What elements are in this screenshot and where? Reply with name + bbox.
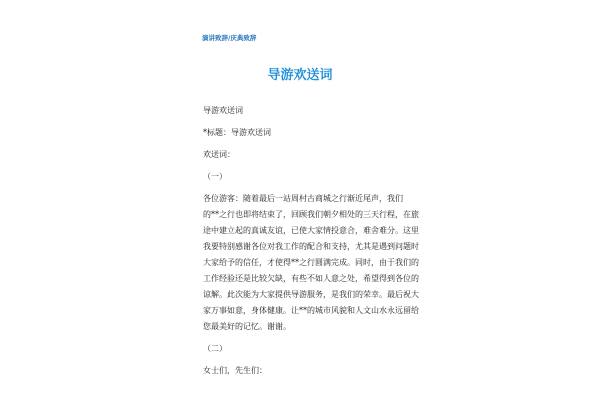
page-title: 导游欢送词	[267, 68, 333, 83]
breadcrumb[interactable]: 演讲致辞/庆典致辞	[202, 34, 257, 42]
paragraph-line: 您最美好的记忆。谢谢。	[203, 322, 291, 331]
paragraph-line: 工作经验还是比较欠缺，有些不如人意之处，希望得到各位的	[203, 274, 419, 283]
doc-line-heading: *标题：导游欢送词	[203, 128, 271, 137]
paragraph-line: 的**之行也即将结束了，回顾我们朝夕相处的三天行程，在旅	[203, 210, 419, 219]
doc-line-greeting: 女士们，先生们：	[203, 366, 267, 375]
paragraph-line: 我要特别感谢各位对我工作的配合和支持，尤其是遇到问题时	[203, 242, 419, 251]
doc-line-label: 欢送词：	[203, 150, 235, 159]
paragraph-line: 各位游客：随着最后一站周村古商城之行渐近尾声，我们	[203, 194, 403, 203]
doc-line-section-1: （一）	[203, 172, 227, 181]
paragraph-line: 谅解。此次能为大家提供导游服务，是我们的荣幸。最后祝大	[203, 290, 419, 299]
speech-paragraph	[203, 191, 419, 335]
doc-line-title: 导游欢送词	[203, 106, 243, 115]
paragraph-line: 家万事如意，身体健康。让**的城市风貌和人文山水永远留给	[203, 306, 419, 315]
doc-line-section-2: （二）	[203, 344, 227, 353]
paragraph-line: 大家给予的信任，才使得**之行圆满完成。同时，由于我们的	[203, 258, 419, 267]
document-body	[203, 103, 419, 379]
paragraph-line: 途中建立起的真诚友谊，已使大家情投意合，难舍难分。这里	[203, 226, 419, 235]
